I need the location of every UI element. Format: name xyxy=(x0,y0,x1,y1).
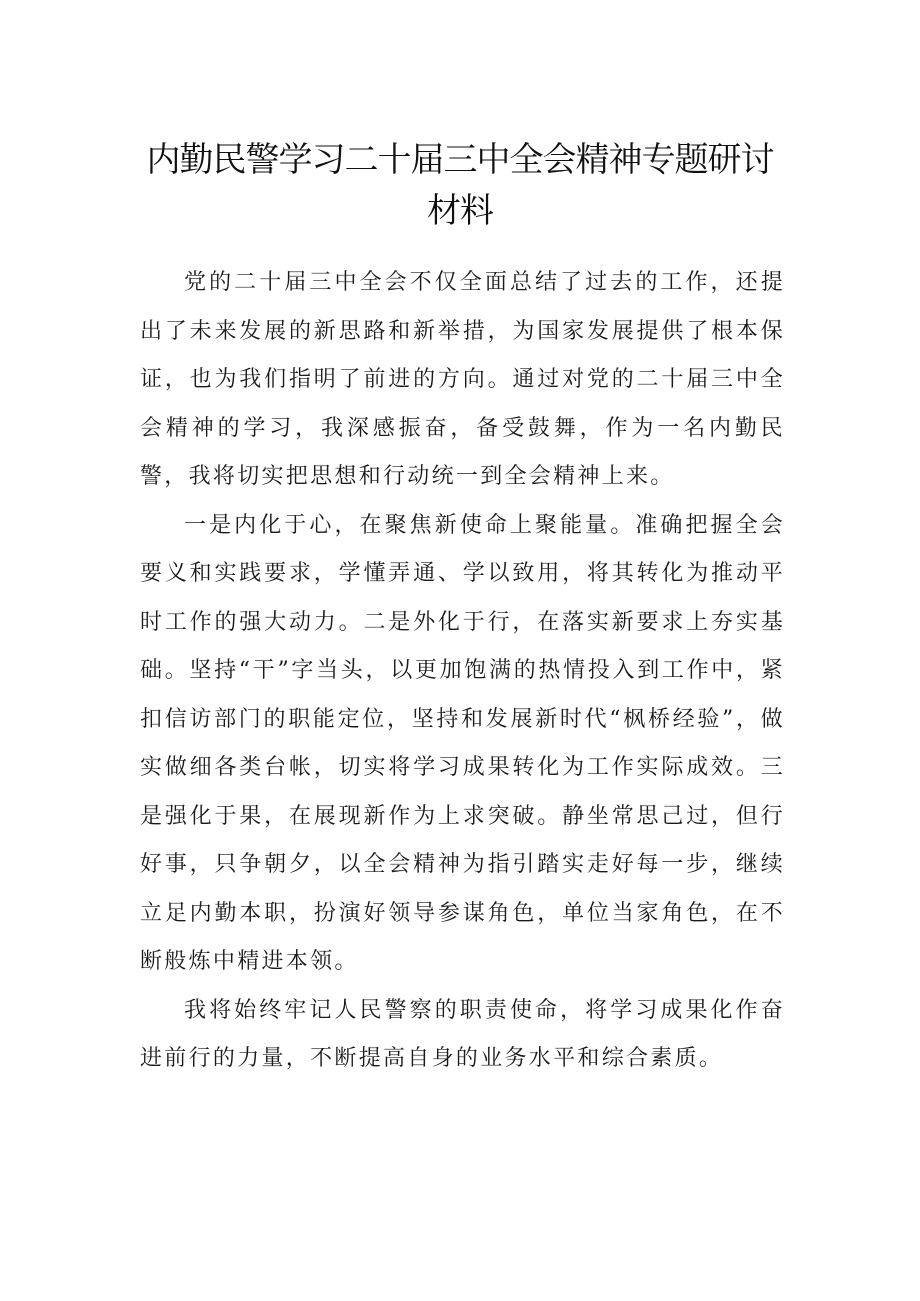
paragraph-actions: 一是内化于心，在聚焦新使命上聚能量。准确把握全会要义和实践要求，学懂弄通、学以致用，将其转化为推动平时工作的强大动力。二是外化于行，在落实新要求上夯实基础。坚持“干”字当头，以更加饱满的热情投入到工作中，紧扣信访部门的职能定位，坚持和发展新时代“枫桥经验”，做实做细各类台帐，切实将学习成果转化为工作实际成效。三是强化于果，在展现新作为上求突破。静坐常思己过，但行好事，只争朝夕，以全会精神为指引踏实走好每一步，继续立足内勤本职，扮演好领导参谋角色，单位当家角色，在不断般炼中精进本领。 xyxy=(140,512,785,974)
paragraph-intro: 党的二十届三中全会不仅全面总结了过去的工作，还提出了未来发展的新思路和新举措，为国家发展提供了根本保证，也为我们指明了前进的方向。通过对党的二十届三中全会精神的学习，我深感振奋，备受鼓舞，作为一名内勤民警，我将切实把思想和行动统一到全会精神上来。 xyxy=(140,270,785,489)
document-body xyxy=(140,259,785,1084)
paragraph-conclusion: 我将始终牢记人民警察的职责使命，将学习成果化作奋进前行的力量，不断提高自身的业务水平和综合素质。 xyxy=(140,997,785,1071)
document-title: 内勤民警学习二十届三中全会精神专题研讨材料 xyxy=(146,140,774,231)
